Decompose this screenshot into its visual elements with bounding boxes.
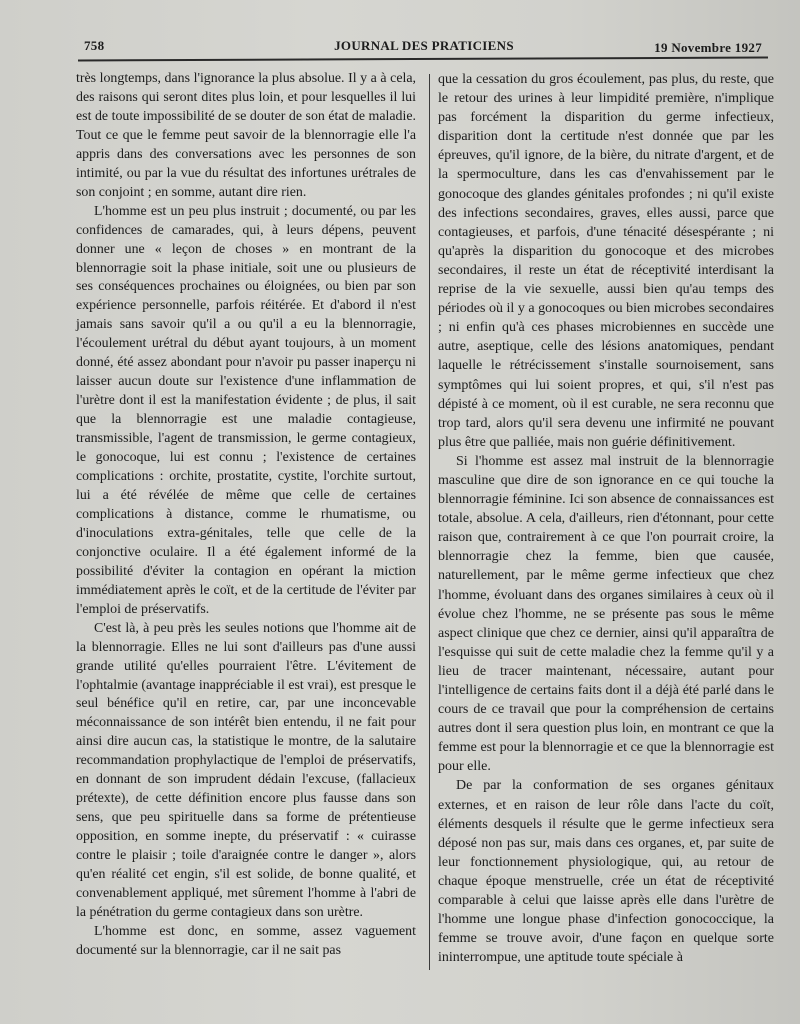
journal-title: JOURNAL DES PRATICIENS	[334, 38, 514, 53]
paragraph: L'homme est donc, en somme, assez vaguement documenté sur la blennorragie, car il ne sait pas	[76, 923, 416, 958]
right-column	[438, 70, 774, 970]
left-column	[76, 70, 416, 970]
paragraph: très longtemps, dans l'ignorance la plus absolue. Il y a à cela, des raisons qui seront dites plus loin, et pour lesquelles il lui est de toute impossibilité de se douter de son état de maladie. Tout ce que le femme peut savoir de la blennorragie elle l'a appris dans des conversations avec les personnes de son intimité, ou par la vue du résultat des infortunes urétrales de son conjoint ; en somme, autant dire rien.	[76, 71, 416, 200]
issue-date: 19 Novembre 1927	[654, 40, 762, 55]
paragraph: De par la conformation de ses organes génitaux externes, et en raison de leur rôle dans l'acte du coït, éléments desquels il résulte que le germe infectieux sera déposé non pas sur, mais dans ces organes, et, par suite de leur fonctionnement physiologique, qui, au retour de chaque époque menstruelle, crée un état de réceptivité comparable à celui que laisse après elle dans l'urètre de l'homme une longue phase d'infection gonococcique, la femme se trouve avoir, d'une façon en quelque sorte ininterrompue, une aptitude toute spéciale à	[438, 778, 774, 966]
paragraph: L'homme est un peu plus instruit ; documenté, ou par les confidences de camarades, qui, à leurs dépens, peuvent donner une « leçon de choses » en montrant de la blennorragie soit la phase initiale, soit une ou plusieurs de ses conséquences prochaines ou éloignées, ou bien par son expérience personnelle, parfois réitérée. Et d'abord il n'est jamais sans savoir qu'il a ou qu'il a eu la blennorragie, l'écoulement urétral du début ayant toujours, à un moment donné, été assez abondant pour n'avoir pu passer inaperçu ni laisser aucun doute sur l'existence d'une inflammation de l'urètre dont il est la manifestation évidente ; de plus, il sait que la blennorragie est une maladie contagieuse, transmissible, l'agent de transmission, le germe contagieux, le gonocoque, lui est connu ; l'existence de certaines complications : orchite, prostatite, cystite, l'orchite surtout, lui a été révélée de même que celle de certaines complications à distance, comme le rhumatisme, ou d'inoculations extra-génitales, telle que celle de la conjonctive oculaire. Il a été également informé de la possibilité d'éviter la contagion en opérant la miction immédiatement après le coït, et de la certitude de l'éviter par l'emploi de préservatifs.	[76, 203, 416, 617]
page-header	[84, 36, 764, 58]
paragraph: Si l'homme est assez mal instruit de la blennorragie masculine que dire de son ignorance en ce qui touche la blennorragie féminine. Ici son absence de connaissances est totale, absolue. A cela, d'ailleurs, rien d'étonnant, pour cette raison que, contrairement à ce que l'on pourrait croire, la blennorragie chez la femme, bien que causée, naturellement, par le même germe infectieux que chez l'homme, évoluant dans des organes similaires à ceux où il évolue chez l'homme, ne se présente pas sous le même aspect clinique que chez ce dernier, ainsi qu'il apparaîtra de l'esquisse qui suit de cette maladie chez la femme qu'il y a lieu de tracer maintenant, nécessaire, autant pour l'intelligence de certains faits dont il a déjà été parlé dans le cours de ce travail que pour la compréhension de certains autres dont il sera question plus loin, en montrant ce que la femme est pour la blennorragie et ce que la blennorragie est pour elle.	[438, 453, 774, 775]
paragraph: C'est là, à peu près les seules notions que l'homme ait de la blennorragie. Elles ne lui sont d'ailleurs pas d'une aussi grande utilité qu'elles pourraient l'être. L'évitement de l'ophtalmie (avantage inappréciable il est vrai), est presque le seul bénéfice qu'il en retire, car, par une inconcevable méconnaissance de son intérêt bien entendu, il ne fait pour ainsi dire aucun cas, la statistique le montre, de la salutaire recommandation prophylactique de l'emploi de préservatifs, en donnant de son imprudent dédain l'excuse, (fallacieux prétexte), de cette définition encore plus fausse dans son sens, que peu spirituelle dans sa forme de prétentieuse opposition, en somme inepte, du préservatif : « cuirasse contre le plaisir ; toile d'araignée contre le danger », alors qu'en réalité cet engin, s'il est solide, de bonne qualité, et convenablement appliqué, met sûrement l'homme à l'abri de la pénétration du germe contagieux dans son urètre.	[76, 620, 416, 920]
page-number: 758	[84, 38, 105, 53]
paragraph: que la cessation du gros écoulement, pas plus, du reste, que le retour des urines à leur limpidité première, n'implique pas forcément la disparition du germe infectieux, disparition dont la certitude n'est donnée que par les épreuves, qu'il ignore, de la bière, du nitrate d'argent, et de la spermoculture, dans les cas d'envahissement par le gonocoque des glandes génitales profondes ; ni qu'il existe des infections secondaires, graves, elles aussi, parce que contagieuses, et parfois, d'une ténacité désespérante ; ni qu'après la disparition du gonocoque et des microbes secondaires, il reste un état de réceptivité interdisant la reprise de la vie sexuelle, aussi bien qu'au temps des périodes où il y a gonocoques ou bien microbes secondaires ; ni enfin qu'à ces phases microbiennes en succède une autre, aseptique, celle des lésions anatomiques, pendant laquelle le rétrécissement s'installe sournoisement, sans symptômes qui lui soient propres, et qui, s'il n'est pas dépisté à ce moment, où il est curable, ne sera reconnu que trop tard, alors qu'il sera devenu une infirmité ne pouvant plus être que palliée, mais non guérie définitivement.	[438, 72, 774, 450]
column-divider	[429, 74, 430, 970]
